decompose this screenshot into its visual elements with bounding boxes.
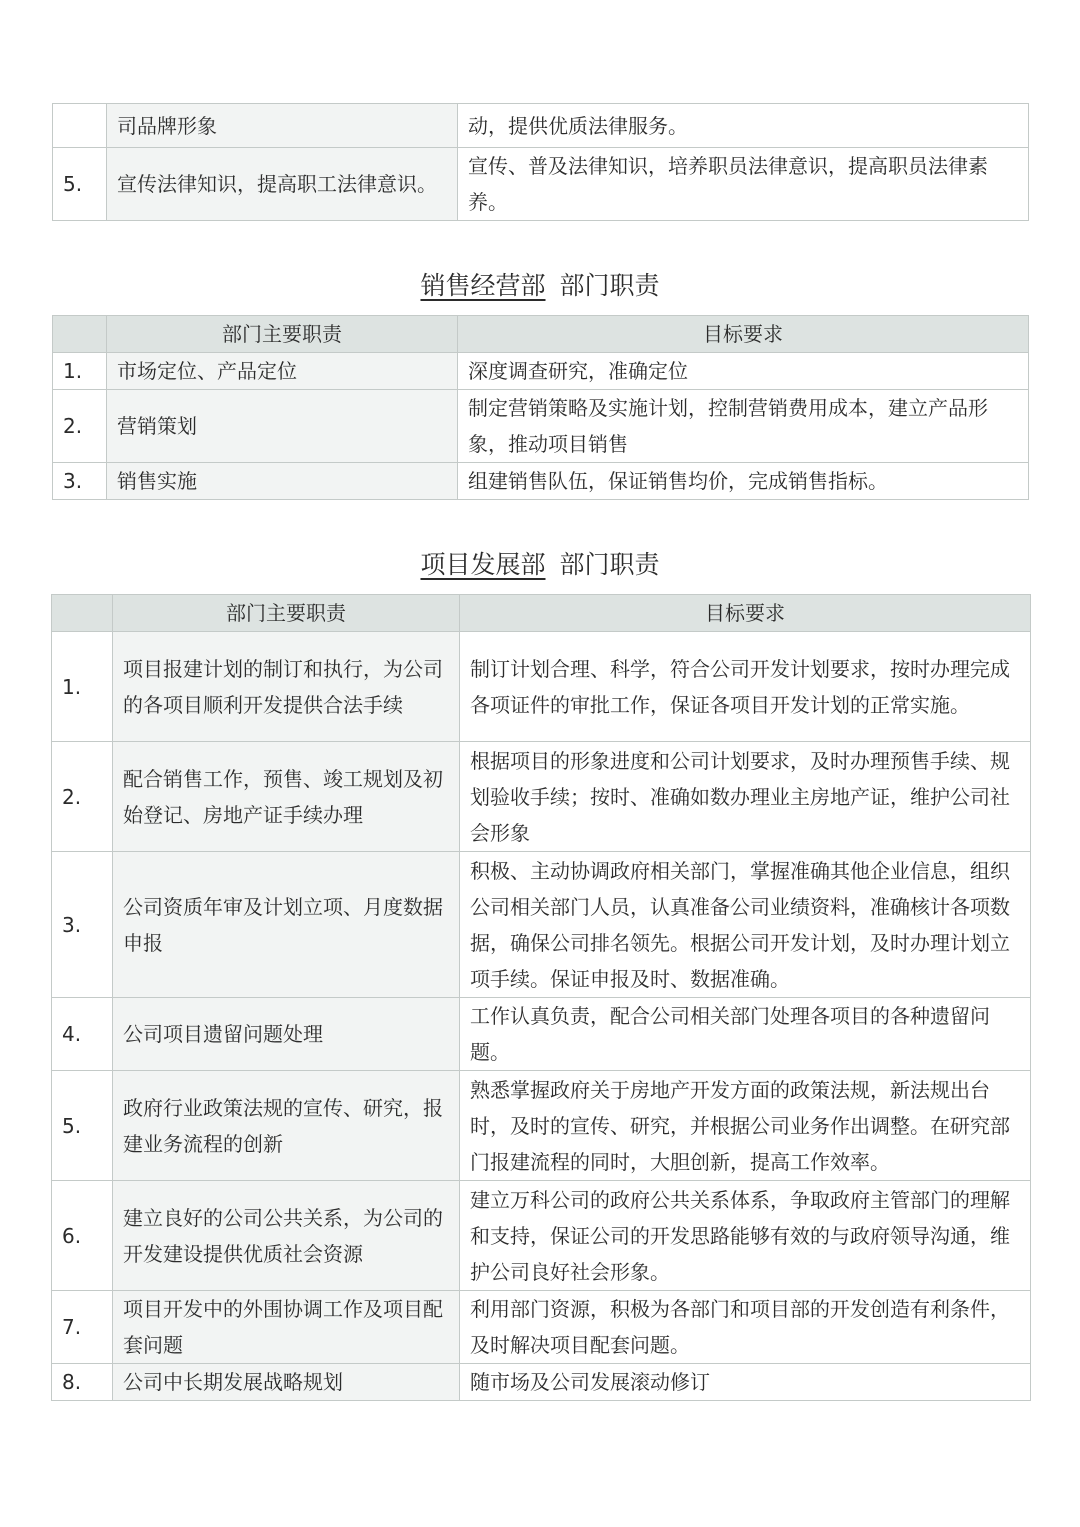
- table-row: [53, 353, 1029, 390]
- goal-cell: 积极、主动协调政府相关部门，掌握准确其他企业信息，组织公司相关部门人员，认真准备公司业绩资料，准确核计各项数据，确保公司排名领先。根据公司开发计划，及时办理计划立项手续。保证申报及时、数据准确。: [460, 852, 1031, 998]
- department-name: 销售经营部: [420, 271, 546, 300]
- header-number: [52, 595, 113, 632]
- goal-cell: 建立万科公司的政府公共关系体系，争取政府主管部门的理解和支持，保证公司的开发思路能够有效的与政府领导沟通，维护公司良好社会形象。: [460, 1181, 1031, 1291]
- table-row: [52, 1364, 1031, 1401]
- duty-cell: 公司项目遗留问题处理: [113, 998, 460, 1071]
- duty-cell: 项目开发中的外围协调工作及项目配套问题: [113, 1291, 460, 1364]
- header-number: [53, 316, 107, 353]
- goal-cell: 宣传、普及法律知识，培养职员法律意识，提高职员法律素养。: [458, 148, 1029, 221]
- goal-cell: 熟悉掌握政府关于房地产开发方面的政策法规，新法规出台时，及时的宣传、研究，并根据公司业务作出调整。在研究部门报建流程的同时，大胆创新，提高工作效率。: [460, 1071, 1031, 1181]
- goal-cell: 动，提供优质法律服务。: [458, 104, 1029, 148]
- title-suffix: 部门职责: [559, 271, 660, 300]
- table-row: [52, 632, 1031, 742]
- table-row: [53, 104, 1029, 148]
- header-goal: 目标要求: [458, 316, 1029, 353]
- sales-duties-table: [52, 315, 1029, 500]
- project-section-title: [0, 547, 1080, 583]
- table-row: [52, 1291, 1031, 1364]
- duty-cell: 建立良好的公司公共关系，为公司的开发建设提供优质社会资源: [113, 1181, 460, 1291]
- header-duty: 部门主要职责: [107, 316, 458, 353]
- table-header-row: [52, 595, 1031, 632]
- table-row: [52, 998, 1031, 1071]
- duty-cell: 司品牌形象: [107, 104, 458, 148]
- goal-cell: 工作认真负责，配合公司相关部门处理各项目的各种遗留问题。: [460, 998, 1031, 1071]
- header-duty: 部门主要职责: [113, 595, 460, 632]
- row-number: 5.: [53, 148, 107, 221]
- table-row: [52, 742, 1031, 852]
- row-number: 7.: [52, 1291, 113, 1364]
- table-row: [52, 1071, 1031, 1181]
- duty-cell: 营销策划: [107, 390, 458, 463]
- row-number: [53, 104, 107, 148]
- sales-section-title: [0, 268, 1080, 304]
- row-number: 3.: [53, 463, 107, 500]
- duty-cell: 公司资质年审及计划立项、月度数据申报: [113, 852, 460, 998]
- duty-cell: 项目报建计划的制订和执行，为公司的各项目顺利开发提供合法手续: [113, 632, 460, 742]
- title-suffix: 部门职责: [559, 550, 660, 579]
- duty-cell: 销售实施: [107, 463, 458, 500]
- table-row: [53, 463, 1029, 500]
- row-number: 1.: [52, 632, 113, 742]
- goal-cell: 利用部门资源，积极为各部门和项目部的开发创造有利条件，及时解决项目配套问题。: [460, 1291, 1031, 1364]
- goal-cell: 制定营销策略及实施计划，控制营销费用成本，建立产品形象，推动项目销售: [458, 390, 1029, 463]
- row-number: 6.: [52, 1181, 113, 1291]
- table-row: [52, 852, 1031, 998]
- department-name: 项目发展部: [420, 550, 546, 579]
- goal-cell: 组建销售队伍，保证销售均价，完成销售指标。: [458, 463, 1029, 500]
- header-goal: 目标要求: [460, 595, 1031, 632]
- table-header-row: [53, 316, 1029, 353]
- goal-cell: 随市场及公司发展滚动修订: [460, 1364, 1031, 1401]
- goal-cell: 根据项目的形象进度和公司计划要求，及时办理预售手续、规划验收手续；按时、准确如数办理业主房地产证，维护公司社会形象: [460, 742, 1031, 852]
- duty-cell: 宣传法律知识，提高职工法律意识。: [107, 148, 458, 221]
- project-duties-table: [51, 594, 1031, 1401]
- duty-cell: 市场定位、产品定位: [107, 353, 458, 390]
- duty-cell: 配合销售工作，预售、竣工规划及初始登记、房地产证手续办理: [113, 742, 460, 852]
- row-number: 2.: [53, 390, 107, 463]
- row-number: 2.: [52, 742, 113, 852]
- legal-duties-table: [52, 103, 1029, 221]
- row-number: 1.: [53, 353, 107, 390]
- table-row: [53, 148, 1029, 221]
- table-row: [53, 390, 1029, 463]
- goal-cell: 制订计划合理、科学，符合公司开发计划要求，按时办理完成各项证件的审批工作，保证各项目开发计划的正常实施。: [460, 632, 1031, 742]
- row-number: 8.: [52, 1364, 113, 1401]
- row-number: 3.: [52, 852, 113, 998]
- row-number: 4.: [52, 998, 113, 1071]
- goal-cell: 深度调查研究，准确定位: [458, 353, 1029, 390]
- table-row: [52, 1181, 1031, 1291]
- duty-cell: 公司中长期发展战略规划: [113, 1364, 460, 1401]
- duty-cell: 政府行业政策法规的宣传、研究，报建业务流程的创新: [113, 1071, 460, 1181]
- row-number: 5.: [52, 1071, 113, 1181]
